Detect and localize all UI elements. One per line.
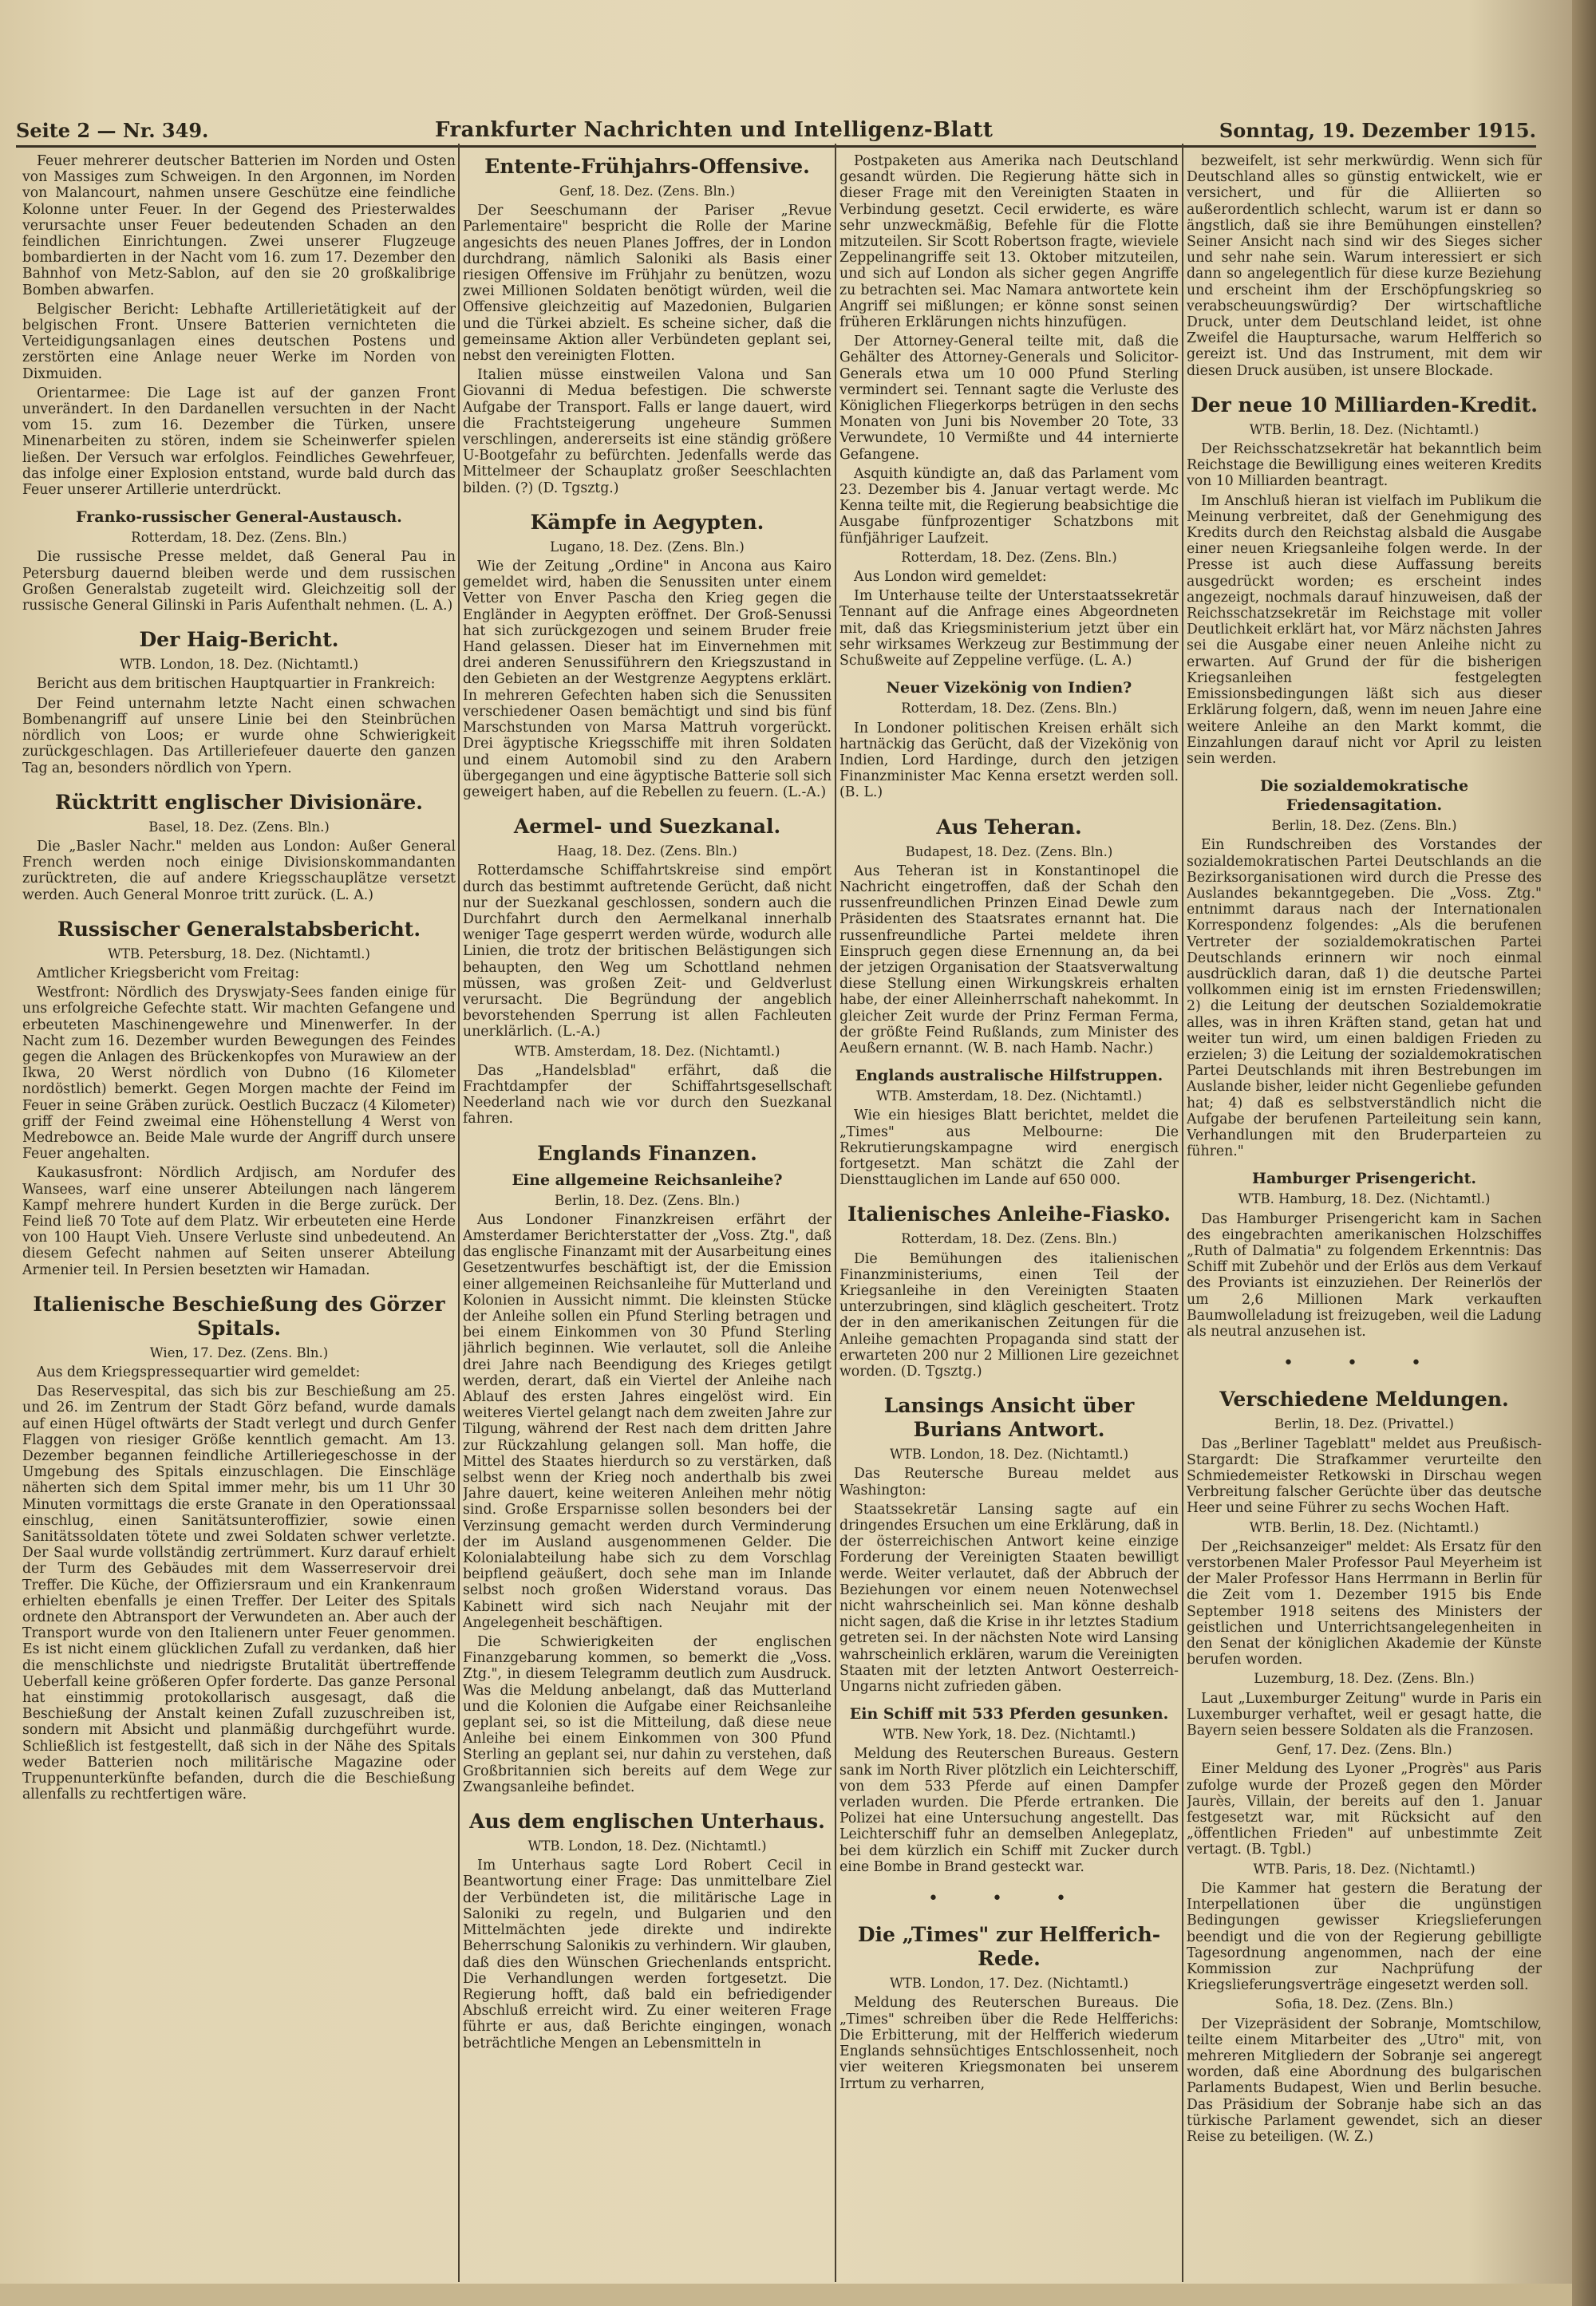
dateline: WTB. Hamburg, 18. Dez. (Nichtamtl.) xyxy=(1238,1191,1491,1207)
article-text: Ein Rundschreiben des Vorstandes der sozialdemokratischen Partei Deutschlands an die Bezirksorganisationen wird durch die Presse des Auslandes bekanntgegeben. Die „Voss. Ztg." entnimmt daraus nach der Internationalen Korrespondenz folgendes: „Als die berufenen Vertreter der sozialdemokratischen Partei Deutschlands erinnern wir noch einmal ausdrücklich daran, daß 1) die deutsche Partei vollkommen einig ist im ernsten Friedenswillen; 2) die Leitung der deutschen Sozialdemokratie alles, was in ihren Kräften stand, getan hat und weiter tun wird, um einen baldigen Frieden zu erzielen; 3) die Leitung der sozialdemokratischen Partei Deutschlands mit ihren Bestrebungen im Auslande bisher, leider nicht Gegenliebe gefunden hat; 4) daß es selbstverständlich nicht die Aufgabe der berufenen Parteileitung sein kann, Verhandlungen mit den Bruderparteien zu führen." xyxy=(1187,837,1542,1160)
headline: Der Haig-Bericht. xyxy=(139,628,339,652)
column-rule xyxy=(1182,144,1183,2282)
article-text: Aus dem Kriegspressequartier wird gemeldet: xyxy=(37,1364,361,1380)
article-text: Die Kammer hat gestern die Beratung der Interpellationen über die ungünstigen Bedingungen gewisser Kriegslieferungen beendigt und die von der Regierung gebilligte Tagesordnung angenommen, nach der eine Kommission zur Nachprüfung der Kriegslieferungsverträge eingesetzt werden soll. xyxy=(1187,1880,1542,1994)
article-text: Das Hamburger Prisengericht kam in Sachen des eingebrachten amerikanischen Holzschiffes „Ruth of Dalmatia" zu folgendem Erkenntnis: Das Schiff mit Zubehör und der Erlös aus dem Verkauf des Proviants ist einzuziehen. Der Reinerlös der um 2,6 Millionen Mark verkauften Baumwolleladung ist freizugeben, weil die Ladung als neutral anzusehen ist. xyxy=(1187,1210,1542,1340)
article-text: Kaukasusfront: Nördlich Ardjisch, am Nordufer des Wansees, warf eine unserer Abteilungen nach längerem Kampf mehrere hundert Kurden in die Berge zurück. Der Feind ließ 70 Tote auf dem Platz. Wir erbeuteten eine Herde von 100 Haupt Vieh. Unsere Verluste sind unbedeutend. An diesem Gefecht nahmen auf Seiten unserer Abteilung Armenier teil. In Persien besetzten wir Hamadan. xyxy=(22,1165,456,1278)
headline: Franko-russischer General-Austausch. xyxy=(76,508,402,527)
headline: Hamburger Prisengericht. xyxy=(1252,1170,1476,1188)
dateline: WTB. London, 17. Dez. (Nichtamtl.) xyxy=(889,1976,1129,1992)
headline: Rücktritt englischer Divisionäre. xyxy=(55,790,423,814)
header-page-number: Seite 2 — Nr. 349. xyxy=(16,119,209,142)
dateline: Berlin, 18. Dez. (Privattel.) xyxy=(1274,1416,1454,1432)
article-text: Das „Handelsblad" erfährt, daß die Frachtdampfer der Schiffahrtsgesellschaft Neederland nach wie vor durch den Suezkanal fahren. xyxy=(463,1062,832,1127)
headline: Aus Teheran. xyxy=(936,815,1082,839)
article-text: Feuer mehrerer deutscher Batterien im Norden und Osten von Massiges zum Schweigen. In den Argonnen, im Norden von Malancourt, nahmen unsere Geschütze eine feindliche Kolonne unter Feuer. In der Gegend des Priesterwaldes verursachte unser Feuer bedeutenden Schaden an den feindlichen Einrichtungen. Zwei unserer Flugzeuge bombardierten in der Nacht vom 16. zum 17. Dezember den Bahnhof von Metz-Sablon, auf den sie 20 großkalibrige Bomben abwarfen. xyxy=(22,153,456,298)
article-text: Der Vizepräsident der Sobranje, Momtschilow, teilte einem Mitarbeiter des „Utro" mit, von mehreren Mitgliedern der Sobranje sei angeregt worden, daß eine Abordnung des bulgarischen Parlaments Budapest, Wien und Berlin besuche. Das Präsidium der Sobranje habe sich an das türkische Parlament gewendet, sich an dieser Reise zu beteiligen. (W. Z.) xyxy=(1187,2016,1542,2145)
headline: Russischer Generalstabsbericht. xyxy=(57,917,421,941)
headline: Aermel- und Suezkanal. xyxy=(513,815,781,839)
headline: Italienisches Anleihe-Fiasko. xyxy=(847,1202,1171,1226)
headline: Kämpfe in Aegypten. xyxy=(530,510,764,534)
dateline: Wien, 17. Dez. (Zens. Bln.) xyxy=(149,1345,329,1360)
article-text: Rotterdamsche Schiffahrtskreise sind empört durch das bestimmt auftretende Gerücht, daß nicht nur der Suezkanal geschlossen, sondern auch die Durchfahrt durch den Aermelkanal innerhalb weniger Tage gesperrt werden würde, wodurch alle Linien, die trotz der britischen Belästigungen sich behaupten, den Weg um Schottland nehmen müssen, was großen Zeit- und Geldverlust verursacht. Die Begründung der angeblich bevorstehenden Sperrung ist allen Fachleuten unerklärlich. (L.-A.) xyxy=(463,863,832,1040)
dateline: Rotterdam, 18. Dez. (Zens. Bln.) xyxy=(901,1231,1117,1247)
headline: Italienische Beschießung des Görzer Spitals. xyxy=(33,1292,445,1340)
article-text: Asquith kündigte an, daß das Parlament vom 23. Dezember bis 4. Januar vertagt werde. Mc Kenna teilte mit, die Regierung beabsichtige die Ausgabe fünfprozentiger Schatzbons mit fünfjähriger Laufzeit. xyxy=(839,465,1179,547)
headline: Der neue 10 Milliarden-Kredit. xyxy=(1191,393,1538,417)
dateline: Luzemburg, 18. Dez. (Zens. Bln.) xyxy=(1254,1671,1475,1687)
section-divider: • • • xyxy=(1283,1353,1445,1374)
dateline: WTB. Amsterdam, 18. Dez. (Nichtamtl.) xyxy=(514,1043,780,1059)
headline: Aus dem englischen Unterhaus. xyxy=(469,1810,825,1834)
headline: Ein Schiff mit 533 Pferden gesunken. xyxy=(849,1705,1169,1724)
article-text: Aus London wird gemeldet: xyxy=(854,569,1047,586)
article-text: Der Feind unternahm letzte Nacht einen schwachen Bombenangriff auf unsere Linie bei den Steinbrüchen nördlich von Loos; er wurde ohne Schwierigkeit zurückgeschlagen. Das Artilleriefeuer dauerte den ganzen Tag an, besonders nördlich von Ypern. xyxy=(22,695,456,776)
article-text: Aus Londoner Finanzkreisen erfährt der Amsterdamer Berichterstatter der „Voss. Ztg.", daß das englische Finanzamt mit der Ausarbeitung eines Gesetzentwurfes beschäftigt ist, der die Emission einer allgemeinen Reichsanleihe für Mutterland und Kolonien in Aussicht nimmt. Die kleinsten Stücke der Anleihe sollen ein Pfund Sterling betragen und bei einem Einkommen von 30 Pfund Sterling jährlich beginnen. Wie verlautet, soll die Anleihe drei Jahre nach Beendigung des Krieges getilgt werden, derart, daß ein Viertel der Anleihe nach Ablauf des ersten Jahres eingelöst wird. Ein weiteres Viertel gelangt nach dem zweiten Jahre zur Tilgung, während der Rest nach dem dritten Jahre zur Rückzahlung gelangen soll. Man hoffe, die Mittel des Staates hierdurch so zu verstärken, daß selbst wenn der Krieg noch anderthalb bis zwei Jahre dauert, keine weiteren Anleihen mehr nötig sind. Große Ersparnisse sollen besonders bei der Verzinsung gemacht werden durch Verminderung der im Ausland ausgenommenen Gelder. Die Kolonialabteilung habe sich zu dem Vorschlag beipflend geäußert, doch sehe man im Inlande selbst noch großen Widerstand voraus. Das Kabinett wird sich nach Neujahr mit der Angelegenheit beschäftigen. xyxy=(463,1211,832,1631)
headline: Verschiedene Meldungen. xyxy=(1219,1388,1509,1412)
dateline: Genf, 17. Dez. (Zens. Bln.) xyxy=(1276,1742,1452,1758)
headline: Die „Times" zur Helfferich-Rede. xyxy=(857,1923,1161,1971)
headline: Entente-Frühjahrs-Offensive. xyxy=(484,155,810,178)
page-bottom-edge xyxy=(0,2284,1572,2306)
dateline: Berlin, 18. Dez. (Zens. Bln.) xyxy=(1271,818,1457,834)
headline: Englands australische Hilfstruppen. xyxy=(855,1067,1163,1085)
article-text: Orientarmee: Die Lage ist auf der ganzen Front unverändert. In den Dardanellen versuchten in der Nacht vom 15. zum 16. Dezember die Türken, unsere Minenarbeiten zu stören, indem sie Scheinwerfer spielen ließen. Der Versuch war erfolglos. Feindliches Gewehrfeuer, das infolge einer Explosion entstand, wurde bald durch das Feuer unserer Artillerie unterdrückt. xyxy=(22,385,456,499)
dateline: Rotterdam, 18. Dez. (Zens. Bln.) xyxy=(131,530,347,546)
headline: Englands Finanzen. xyxy=(537,1141,757,1165)
dateline: Haag, 18. Dez. (Zens. Bln.) xyxy=(557,843,737,859)
article-text: Wie der Zeitung „Ordine" in Ancona aus Kairo gemeldet wird, haben die Senussiten unter einem Vetter von Enver Pascha den Krieg gegen die Engländer in Aegypten eröffnet. Der Groß-Senussi hat sich zurückgezogen und seinem Bruder freie Hand gelassen. Dieser hat im Einvernehmen mit drei anderen Senussiführern den Kriegszustand in den Gebieten an der Westgrenze Aegyptens erklärt. In mehreren Gefechten haben sich die Senussiten verschiedener Oasen bemächtigt und sind bis fünf Marschstunden von Marsa Mattruh vorgerückt. Drei ägyptische Kriegsschiffe mit ihren Soldaten und einem Automobil sind zu den Arabern übergegangen und eine ägyptische Batterie soll sich geweigert haben, auf die Rebellen zu feuern. (L.-A.) xyxy=(463,559,832,800)
dateline: Rotterdam, 18. Dez. (Zens. Bln.) xyxy=(901,701,1117,717)
article-text: In Londoner politischen Kreisen erhält sich hartnäckig das Gerücht, daß der Vizekönig von Indien, Lord Hardinge, durch den jetzigen Finanzminister Mac Kenna ersetzt werden soll. (B. L.) xyxy=(839,720,1179,801)
dateline: WTB. Berlin, 18. Dez. (Nichtamtl.) xyxy=(1249,1519,1479,1535)
article-text: Postpaketen aus Amerika nach Deutschland gesandt würden. Die Regierung hätte sich in dieser Frage mit den Vereinigten Staaten in Verbindung gesetzt. Cecil erwiderte, es wäre sehr unzweckmäßig, Befehle für die Flotte mitzuteilen. Sir Scott Robertson fragte, wieviele Zeppelinangriffe seit 13. Oktober mitzuteilen, und sich auf London als sicher gegen Angriffe zu betrachten sei. Mac Namara antwortete kein Angriff sei mißlungen; er könne sonst seinen früheren Erklärungen nichts hinzufügen. xyxy=(839,153,1179,331)
column-rule xyxy=(458,144,460,2282)
header-date: Sonntag, 19. Dezember 1915. xyxy=(1219,119,1536,142)
dateline: Budapest, 18. Dez. (Zens. Bln.) xyxy=(905,843,1113,859)
dateline: Genf, 18. Dez. (Zens. Bln.) xyxy=(559,184,736,199)
dateline: WTB. Berlin, 18. Dez. (Nichtamtl.) xyxy=(1249,421,1479,437)
dateline: WTB. New York, 18. Dez. (Nichtamtl.) xyxy=(882,1727,1136,1743)
article-text: Das „Berliner Tageblatt" meldet aus Preußisch-Stargardt: Die Strafkammer verurteilte den Schmiedemeister Retkowski in Dirschau wegen Verbreitung falscher Gerüchte über das deutsche Heer und seine Führer zu sechs Wochen Haft. xyxy=(1187,1435,1542,1517)
article-text: Aus Teheran ist in Konstantinopel die Nachricht eingetroffen, daß der Schah den russenfreundlichen Prinzen Einad Dewle zum Präsidenten des Staatsrates ernannt hat. Die russenfreundliche Partei meldete ihren Einspruch gegen diese Ernennung an, da bei der jetzigen Organisation der Staatsverwaltung diese Stellung einen Wirkungskreis erhalten habe, der einer Alleinherrschaft nahekommt. In gleicher Zeit wurde der Prinz Ferman Ferma, der größte Feind Rußlands, zum Minister des Aeußern ernannt. (W. B. nach Hamb. Nachr.) xyxy=(839,863,1179,1056)
dateline: WTB. Amsterdam, 18. Dez. (Nichtamtl.) xyxy=(876,1088,1142,1104)
column-3 xyxy=(839,153,1179,2276)
article-text: Der Reichsschatzsekretär hat bekanntlich beim Reichstage die Bewilligung eines weiteren Kredits von 10 Milliarden beantragt. xyxy=(1187,441,1542,490)
article-text: Laut „Luxemburger Zeitung" wurde in Paris ein Luxemburger verhaftet, weil er gesagt hatte, die Bayern seien bessere Soldaten als die Franzosen. xyxy=(1187,1690,1542,1739)
page-header xyxy=(16,110,1536,148)
dateline: Rotterdam, 18. Dez. (Zens. Bln.) xyxy=(901,549,1117,565)
section-divider: • • • xyxy=(928,1889,1090,1909)
dateline: WTB. Petersburg, 18. Dez. (Nichtamtl.) xyxy=(108,946,370,961)
column-4 xyxy=(1187,153,1542,2276)
article-text: Das Reservespital, das sich bis zur Beschießung am 25. und 26. im Zentrum der Stadt Görz befand, wurde damals auf einen Hügel oftwärts der Stadt verlegt und durch Genfer Flaggen von riesiger Größe kenntlich gemacht. Am 13. Dezember begannen feindliche Artilleriegeschosse in der Umgebung des Spitals einzuschlagen. Die Einschläge näherten sich dem Spital immer mehr, bis um 11 Uhr 30 Minuten vormittags die erste Granate in den Operationssaal einschlug, einen Sanitätsunteroffizier, sowie einen Sanitätssoldaten tötete und zwei Soldaten schwer verletzte. Der Saal wurde vollständig zertrümmert. Kurz darauf erhielt der Turm des Gebäudes mit dem Wasserreservoir drei Treffer. Die Küche, der Offiziersraum und ein Krankenraum erhielten ebenfalls je einen Treffer. Der Leiter des Spitals ordnete den Abtransport der Verwundeten an. Aber auch der Transport wurde von den Italienern unter Feuer genommen. Es ist nicht einem glücklichen Zufall zu verdanken, daß hier die menschlichste und niedrigste Brutalität übertreffende Ueberfall keine größeren Opfer forderte. Das ganze Personal hat einstimmig protokollarisch ausgesagt, daß die Beschießung der Anstalt keinen Zufall zuzuschreiben ist, sondern mit Absicht und planmäßig durchgeführt wurde. Schließlich ist festgestellt, daß sich in der Nähe des Spitals weder Batterien noch militärische Magazine oder Truppenunterkünfte befanden, durch die die Beschießung allenfalls zu rechtfertigen wäre. xyxy=(22,1384,456,1803)
dateline: WTB. Paris, 18. Dez. (Nichtamtl.) xyxy=(1253,1861,1476,1877)
article-text: Italien müsse einstweilen Valona und San Giovanni di Medua befestigen. Die schwerste Aufgabe der Transport. Falls er lange dauert, wird die Frachtsteigerung ungeheure Summen verschlingen, andererseits ist eine ständig größere U-Bootgefahr zu befürchten. Jedenfalls werde das Mittelmeer der Schauplatz großer Seeschlachten bilden. (?) (D. Tgsztg.) xyxy=(463,367,832,496)
article-text: Die Bemühungen des italienischen Finanzministeriums, einen Teil der Kriegsanleihe in den Vereinigten Staaten unterzubringen, sind kläglich gescheitert. Trotz der in den amerikanischen Zeitungen für die Anleihe gemachten Propaganda sind statt der erwarteten 200 nur 2 Millionen Lire gezeichnet worden. (D. Tgsztg.) xyxy=(839,1250,1179,1380)
article-text: Bericht aus dem britischen Hauptquartier in Frankreich: xyxy=(37,676,436,693)
headline: Lansings Ansicht über Burians Antwort. xyxy=(883,1394,1135,1442)
article-text: Meldung des Reuterschen Bureaus. Die „Times" schreiben über die Rede Helfferichs: Die Erbitterung, mit der Helfferich wiederum Englands sehnsüchtiges Entschlossenheit, noch vier weiteren Kriegsmonaten bei unserem Irrtum zu verharren, xyxy=(839,1995,1179,2092)
article-text: Im Unterhaus sagte Lord Robert Cecil in Beantwortung einer Frage: Das unmittelbare Ziel der Verbündeten ist, die militärische Lage in Saloniki zu regeln, und Bulgarien und den Mittelmächten jede direkte und indirekte Beherrschung Salonikis zu verhindern. Wir glauben, daß dies den Wünschen Griechenlands entspricht. Die Verhandlungen werden fortgesetzt. Die Regierung hofft, daß bald ein befriedigender Abschluß erreicht wird. Zu einer weiteren Frage führte er aus, daß Berichte eingingen, wonach beträchtliche Mengen an Lebensmitteln in xyxy=(463,1858,832,2051)
article-text: Amtlicher Kriegsbericht vom Freitag: xyxy=(37,965,300,981)
dateline: Sofia, 18. Dez. (Zens. Bln.) xyxy=(1274,1996,1454,2012)
headline: Die sozialdemokratische Friedensagitation. xyxy=(1259,777,1469,815)
article-text: Im Anschluß hieran ist vielfach im Publikum die Meinung verbreitet, daß der Genehmigung des Kredits durch den Reichstag alsbald die Ausgabe einer neuen Kriegsanleihe folgen werde. In der Presse ist auch diese Auffassung bereits ausgedrückt worden; es erscheint indes angezeigt, nochmals darauf hinzuweisen, daß der Reichsschatzsekretär im Reichstage mit voller Deutlichkeit erklärt hat, vor März nächsten Jahres sei die Ausgabe einer neuen Anleihe nicht zu erwarten. Auf Grund der für die bisherigen Kriegsanleihen festgelegten Emissionsbedingungen läßt sich aus dieser Erklärung folgern, daß, wenn im neuen Jahre eine weitere Anleihe an den Markt kommt, die Einzahlungen darauf nicht vor April zu leisten sein werden. xyxy=(1187,492,1542,767)
article-text: Meldung des Reuterschen Bureaus. Gestern sank im North River plötzlich ein Leichterschiff, von dem 533 Pferde auf einen Dampfer verladen wurden. Die Pferde ertranken. Die Polizei hat eine Untersuchung angestellt. Das Leichterschiff fuhr an demselben Anlegeplatz, bei dem kürzlich ein Schiff mit Zucker durch eine Bombe in Brand gesteckt war. xyxy=(839,1746,1179,1875)
subheadline: Eine allgemeine Reichsanleihe? xyxy=(512,1171,783,1189)
article-text: Der Seeschumann der Pariser „Revue Parlementaire" bespricht die Rolle der Marine angesichts des neuen Planes Joffres, der in London durchdrang, nämlich Saloniki als Basis einer riesigen Offensive im Frühjahr zu benützen, wozu zwei Millionen Soldaten benötigt würden, weil die Offensive gleichzeitig auf Mazedonien, Bulgarien und die Türkei abzielt. Es scheine sicher, daß die gemeinsame Aktion aller Verbündeten geplant sei, nebst den vereinigten Flotten. xyxy=(463,203,832,365)
article-text: Der „Reichsanzeiger" meldet: Als Ersatz für den verstorbenen Maler Professor Paul Meyerheim ist der Maler Professor Hans Herrmann in Berlin für die Zeit vom 1. Dezember 1915 bis Ende September 1918 seitens des Ministers der geistlichen und Unterrichtsangelegenheiten in den Senat der königlichen Akademie der Künste berufen worden. xyxy=(1187,1538,1542,1668)
column-rule xyxy=(835,144,836,2282)
article-text: Einer Meldung des Lyoner „Progrès" aus Paris zufolge wurde der Prozeß gegen den Mörder Jaurès, Villain, der bereits auf den 1. Januar festgesetzt war, mit Rücksicht auf den „öffentlichen Frieden" auf unbestimmte Zeit vertagt. (B. Tgbl.) xyxy=(1187,1761,1542,1858)
header-masthead: Frankfurter Nachrichten und Intelligenz-Blatt xyxy=(434,118,994,142)
dateline: WTB. London, 18. Dez. (Nichtamtl.) xyxy=(119,657,359,673)
dateline: Basel, 18. Dez. (Zens. Bln.) xyxy=(148,819,330,835)
article-text: Wie ein hiesiges Blatt berichtet, meldet die „Times" aus Melbourne: Die Rekrutierungskampagne wird energisch fortgesetzt. Man schätzt die Zahl der Diensttauglichen im Lande auf 650 000. xyxy=(839,1108,1179,1189)
article-text: Die „Basler Nachr." melden aus London: Außer General French werden noch einige Divisionskommandanten zurücktreten, die auf andere Kriegsschauplätze versetzt werden. Auch General Monroe tritt zurück. (L. A.) xyxy=(22,838,456,903)
headline: Neuer Vizekönig von Indien? xyxy=(886,679,1132,697)
article-text: Die russische Presse meldet, daß General Pau in Petersburg dauernd bleiben werde und dem russischen Großen Generalstab zugeteilt wird. Gleichzeitig soll der russische General Gilinski in Paris Aufenthalt nehmen. (L. A.) xyxy=(22,549,456,614)
article-text: Westfront: Nördlich des Dryswjaty-Sees fanden einige für uns erfolgreiche Gefechte statt. Wir machten Gefangene und erbeuteten Maschinengewehre und Minenwerfer. In der Nacht zum 16. Dezember wurden Bewegungen des Feindes gegen die Anlagen des Brückenkopfes von Murawiew an der Ikwa, 20 Werst nördlich von Dubno (16 Kilometer nordöstlich) bemerkt. Gegen Morgen machte der Feind im Feuer in seine Gräben zurück. Oestlich Buczacz (4 Kilometer) griff der Feind zweimal eine Höhenstellung 4 Werst von Medrebowce an. Beide Male wurde der Angriff durch unsere Feuer angehalten. xyxy=(22,985,456,1163)
article-text: Belgischer Bericht: Lebhafte Artillerietätigkeit auf der belgischen Front. Unsere Batterien vernichteten die Verteidigungsanlagen eines deutschen Postens und zerstörten eine Anlage neuer Werke im Norden von Dixmuiden. xyxy=(22,301,456,382)
article-text: bezweifelt, ist sehr merkwürdig. Wenn sich für Deutschland alles so günstig entwickelt, wie er versichert, und für die Alliierten so außerordentlich schlecht, warum ist er dann so ängstlich, daß sie ihre Bemühungen einstellen? Seiner Ansicht nach sind wir des Sieges sicher und sehr nahe sein. Warum interessiert er sich dann so angelegentlich für diese kurze Beziehung und erscheint ihm der Erschöpfungskrieg so verabscheuungswürdig? Der wirtschaftliche Druck, unter dem Deutschland leidet, ist ohne Zweifel die Hauptursache, warum Helfferich so gereizt ist. Und das Instrument, mit dem wir diesen Druck ausüben, ist unsere Blockade. xyxy=(1187,153,1542,379)
article-text: Der Attorney-General teilte mit, daß die Gehälter des Attorney-Generals und Solicitor-Generals etwa um 10 000 Pfund Sterling vermindert sei. Tennant sagte die Verluste des Königlichen Fliegerkorps betrügen in den sechs Monaten von Juni bis November 20 Tote, 33 Verwundete, 10 Vermißte und 44 internierte Gefangene. xyxy=(839,334,1179,463)
article-text: Staatssekretär Lansing sagte auf ein dringendes Ersuchen um eine Erklärung, daß in der österreichischen Antwort keine einzige Forderung der Vereinigten Staaten bewilligt werde. Weiter verlautet, daß der Abbruch der Beziehungen vor einem neuen Notenwechsel nicht wahrscheinlich sei. Man könne deshalb nicht sagen, daß die Krise in ihr letztes Stadium getreten sei. In der nächsten Note wird Lansing wahrscheinlich erklären, warum die Vereinigten Staaten mit der letzten Antwort Oesterreich-Ungarns nicht zufrieden gäben. xyxy=(839,1501,1179,1696)
article-text: Das Reutersche Bureau meldet aus Washington: xyxy=(839,1466,1179,1499)
dateline: WTB. London, 18. Dez. (Nichtamtl.) xyxy=(889,1447,1129,1463)
article-text: Im Unterhause teilte der Unterstaatssekretär Tennant auf die Anfrage eines Abgeordneten mit, daß das Kriegsministerium jetzt über ein sehr wirksames Werkzeug zur Bestimmung der Schußweite auf Zeppeline verfüge. (L. A.) xyxy=(839,588,1179,669)
column-2 xyxy=(463,153,832,2276)
dateline: Berlin, 18. Dez. (Zens. Bln.) xyxy=(554,1192,741,1208)
dateline: WTB. London, 18. Dez. (Nichtamtl.) xyxy=(527,1838,767,1854)
column-1 xyxy=(22,153,456,2276)
page-edge xyxy=(1572,0,1596,2306)
article-text: Die Schwierigkeiten der englischen Finanzgebarung kommen, so bemerkt die „Voss. Ztg.", in diesem Telegramm deutlich zum Ausdruck. Was die Meldung anbelangt, daß das Mutterland und die Kolonien die Aufgabe einer Reichsanleihe geplant sei, so ist die Mitteilung, daß diese neue Anleihe bei einem Einkommen von 300 Pfund Sterling an geplant sei, nur dahin zu verstehen, daß Großbritannien sich bereits auf dem Wege zur Zwangsanleihe befindet. xyxy=(463,1634,832,1795)
dateline: Lugano, 18. Dez. (Zens. Bln.) xyxy=(550,539,745,555)
